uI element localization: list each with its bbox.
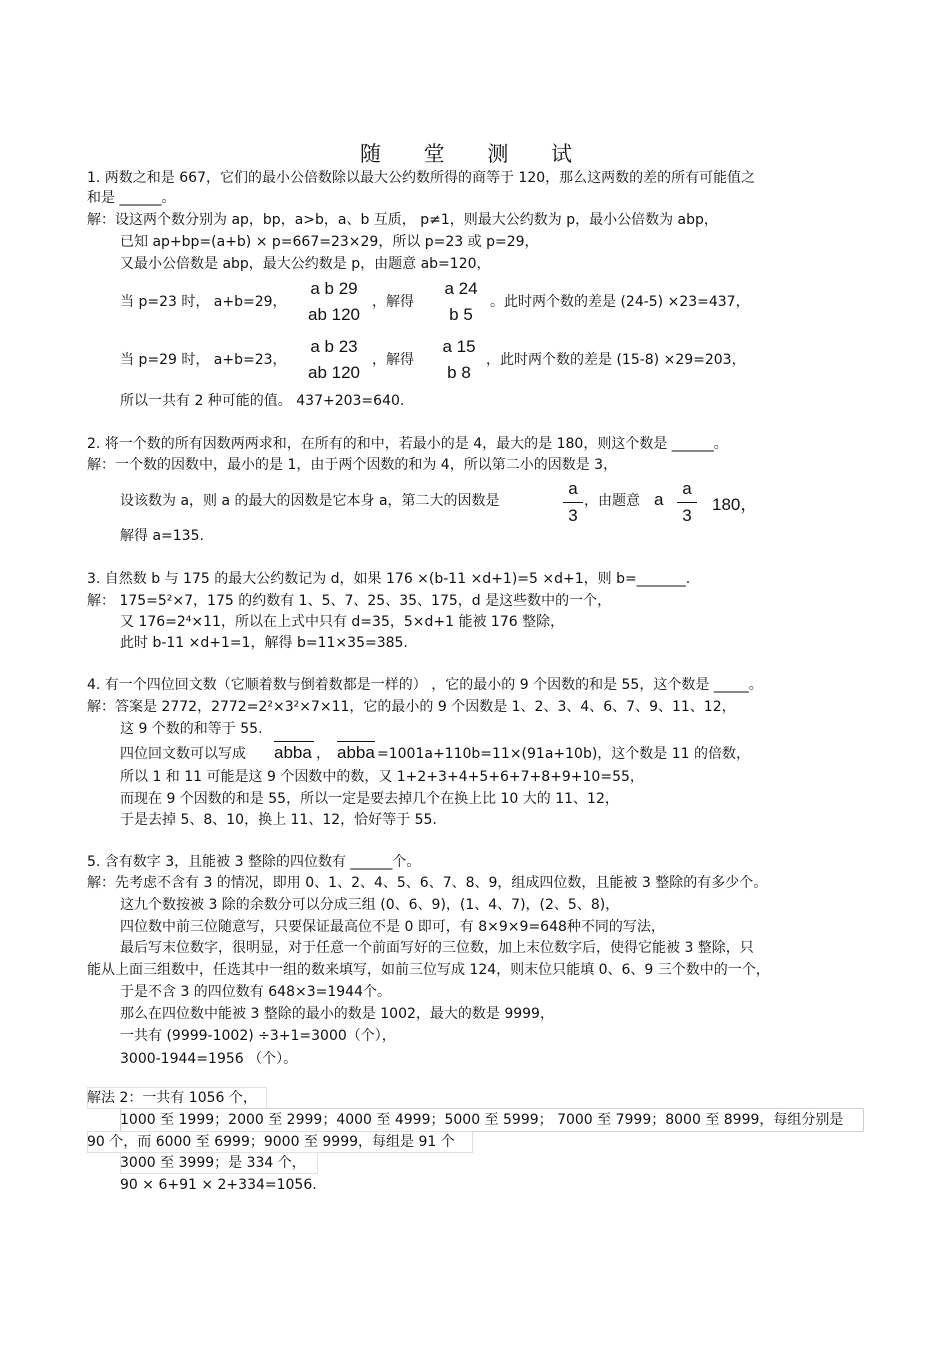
method2-line1: 解法 2：一共有 1056 个， [87, 1090, 257, 1106]
q4-question: 4. 有一个四位回文数（它顺着数与倒着数都是一样的） ，它的最小的 9 个因数的和是 55，这个数是 _____。 [87, 677, 763, 693]
q1-case1-system-bottom: ab 120 [308, 305, 360, 324]
q5-solution-line8: 一共有 (9999-1002) ÷3+1=3000（个）， [120, 1028, 396, 1044]
q5-question: 5. 含有数字 3，且能被 3 整除的四位数有 ______个。 [87, 854, 421, 870]
q4-solution-line6: 于是去掉 5、8、10，换上 11、12，恰好等于 55. [120, 812, 437, 828]
q2-fraction1-denominator: 3 [563, 502, 583, 527]
q1-solution-line3: 又最小公倍数是 abp，最大公约数是 p，由题意 ab=120， [120, 256, 491, 272]
q1-solution-line2: 已知 ap+bp=(a+b) × p=667=23×29，所以 p=23 或 p=29， [120, 234, 539, 250]
q4-overline-2 [337, 741, 375, 742]
q5-solution-line9: 3000-1944=1956 （个）。 [120, 1051, 298, 1067]
q1-case2-system-bottom: ab 120 [308, 363, 360, 382]
q1-case2-result [432, 336, 486, 384]
q4-abba-2: abba [337, 743, 375, 762]
q4-solution-line5: 而现在 9 个因数的和是 55，所以一定是要去掉几个在换上比 10 大的 11、12， [120, 791, 619, 807]
q4-solution-line2: 这 9 个数的和等于 55. [120, 721, 263, 737]
q4-abba-1: abba [274, 743, 312, 762]
q2-equation-a: a [654, 490, 664, 509]
q1-case2-lead: 当 p=29 时， a+b=23， [120, 352, 287, 368]
q3-question: 3. 自然数 b 与 175 的最大公约数记为 d，如果 176 ×(b-11 ×d+1)=5 ×d+1，则 b=_______. [87, 571, 691, 587]
q2-fraction1-numerator: a [568, 479, 578, 498]
q1-case1-solve: ，解得 [372, 294, 414, 310]
q2-solution-line3: 解得 a=135. [120, 528, 204, 544]
q3-solution-line2: 又 176=2⁴×11，所以在上式中只有 d=35，5×d+1 能被 176 整除， [120, 614, 565, 630]
q1-case2-result-bottom: b 8 [447, 363, 471, 382]
q2-solution-line1: 解：一个数的因数中，最小的是 1，由于两个因数的和为 4，所以第二小的因数是 3， [87, 457, 618, 473]
q1-case1-result-bottom: b 5 [449, 305, 473, 324]
q5-solution-line5: 能从上面三组数中，任选其中一组的数来填写，如前三位写成 124，则末位只能填 0、6、9 三个数中的一个， [87, 962, 770, 978]
q5-solution-line2: 这九个数按被 3 除的余数分可以分成三组 (0、6、9)，(1、4、7)，(2、5、8)， [120, 897, 620, 913]
q1-case1-tail: 。此时两个数的差是 (24-5) ×23=437， [490, 294, 750, 310]
q4-solution-line1: 解：答案是 2772，2772=2²×3²×7×11，它的最小的 9 个因数是 1、2、3、4、6、7、9、11、12， [87, 699, 736, 715]
q1-case2-system [296, 336, 372, 384]
q1-case2-result-top: a 15 [442, 337, 476, 356]
q3-solution-line3: 此时 b-11 ×d+1=1，解得 b=11×35=385. [120, 635, 408, 651]
q1-solution-line1: 解：设这两个数分别为 ap，bp，a>b，a、b 互质， p≠1，则最大公约数为 p，最小公倍数为 abp， [87, 212, 718, 228]
q4-solution-line3-tail: =1001a+110b=11×(91a+10b)，这个数是 11 的倍数， [377, 746, 751, 762]
q2-fraction2-denominator: 3 [677, 502, 697, 527]
method2-line2: 1000 至 1999；2000 至 2999；4000 至 4999；5000 至 5999； 7000 至 7999；8000 至 8999，每组分别是 [120, 1112, 844, 1128]
method2-line5: 90 × 6+91 × 2+334=1056. [120, 1177, 317, 1193]
q5-solution-line1: 解：先考虑不含有 3 的情况，即用 0、1、2、4、5、6、7、8、9，组成四位数，且能被 3 整除的有多少个。 [87, 875, 768, 891]
q5-solution-line4: 最后写末位数字，很明显，对于任意一个前面写好的三位数，加上末位数字后，使得它能被 3 整除，只 [120, 940, 754, 956]
page-title: 随 堂 测 试 [359, 142, 591, 166]
q2-question: 2. 将一个数的所有因数两两求和，在所有的和中，若最小的是 4，最大的是 180，则这个数是 ______。 [87, 436, 728, 452]
q1-conclusion: 所以一共有 2 种可能的值。 437+203=640. [120, 393, 405, 409]
method2-line3: 90 个，而 6000 至 6999；9000 至 9999，每组是 91 个 [87, 1134, 455, 1150]
q4-solution-line4: 所以 1 和 11 可能是这 9 个因数中的数，又 1+2+3+4+5+6+7+8+9+10=55， [120, 769, 644, 785]
q2-fraction2-numerator: a [682, 479, 692, 498]
method2-line4: 3000 至 3999；是 334 个， [120, 1155, 306, 1171]
q3-solution-line1: 解： 175=5²×7，175 的约数有 1、5、7、25、35、175，d 是这些数中的一个， [87, 593, 612, 609]
q4-solution-line3-lead: 四位回文数可以写成 [120, 746, 246, 762]
q2-solution-line2-mid: ，由题意 [584, 493, 640, 509]
q1-case1-system-top: a b 29 [310, 279, 358, 298]
q4-solution-line3-mid: ， [316, 746, 330, 762]
q2-fraction-a-over-3-second [677, 478, 697, 527]
q1-case1-result-top: a 24 [444, 279, 478, 298]
q2-equation-rhs: 180， [712, 495, 758, 514]
q1-question-line1: 1. 两数之和是 667，它们的最小公倍数除以最大公约数所得的商等于 120，那么这两数的差的所有可能值之 [87, 170, 756, 186]
q1-case1-result [434, 278, 488, 326]
q2-solution-line2-lead: 设该数为 a，则 a 的最大的因数是它本身 a，第二大的因数是 [120, 493, 500, 509]
q1-case1-lead: 当 p=23 时， a+b=29， [120, 294, 287, 310]
q1-case2-system-top: a b 23 [310, 337, 358, 356]
q5-solution-line3: 四位数中前三位随意写，只要保证最高位不是 0 即可，有 8×9×9=648种不同的写法， [120, 919, 665, 935]
q5-solution-line7: 那么在四位数中能被 3 整除的最小的数是 1002，最大的数是 9999， [120, 1006, 554, 1022]
q1-question-line2: 和是 ______。 [87, 190, 176, 206]
q5-solution-line6: 于是不含 3 的四位数有 648×3=1944个。 [120, 984, 391, 1000]
q1-case2-solve: ，解得 [372, 352, 414, 368]
q4-overline-1 [274, 741, 314, 742]
q1-case2-tail: ，此时两个数的差是 (15-8) ×29=203， [486, 352, 746, 368]
q1-case1-system [296, 278, 372, 326]
q2-fraction-a-over-3 [563, 478, 583, 527]
